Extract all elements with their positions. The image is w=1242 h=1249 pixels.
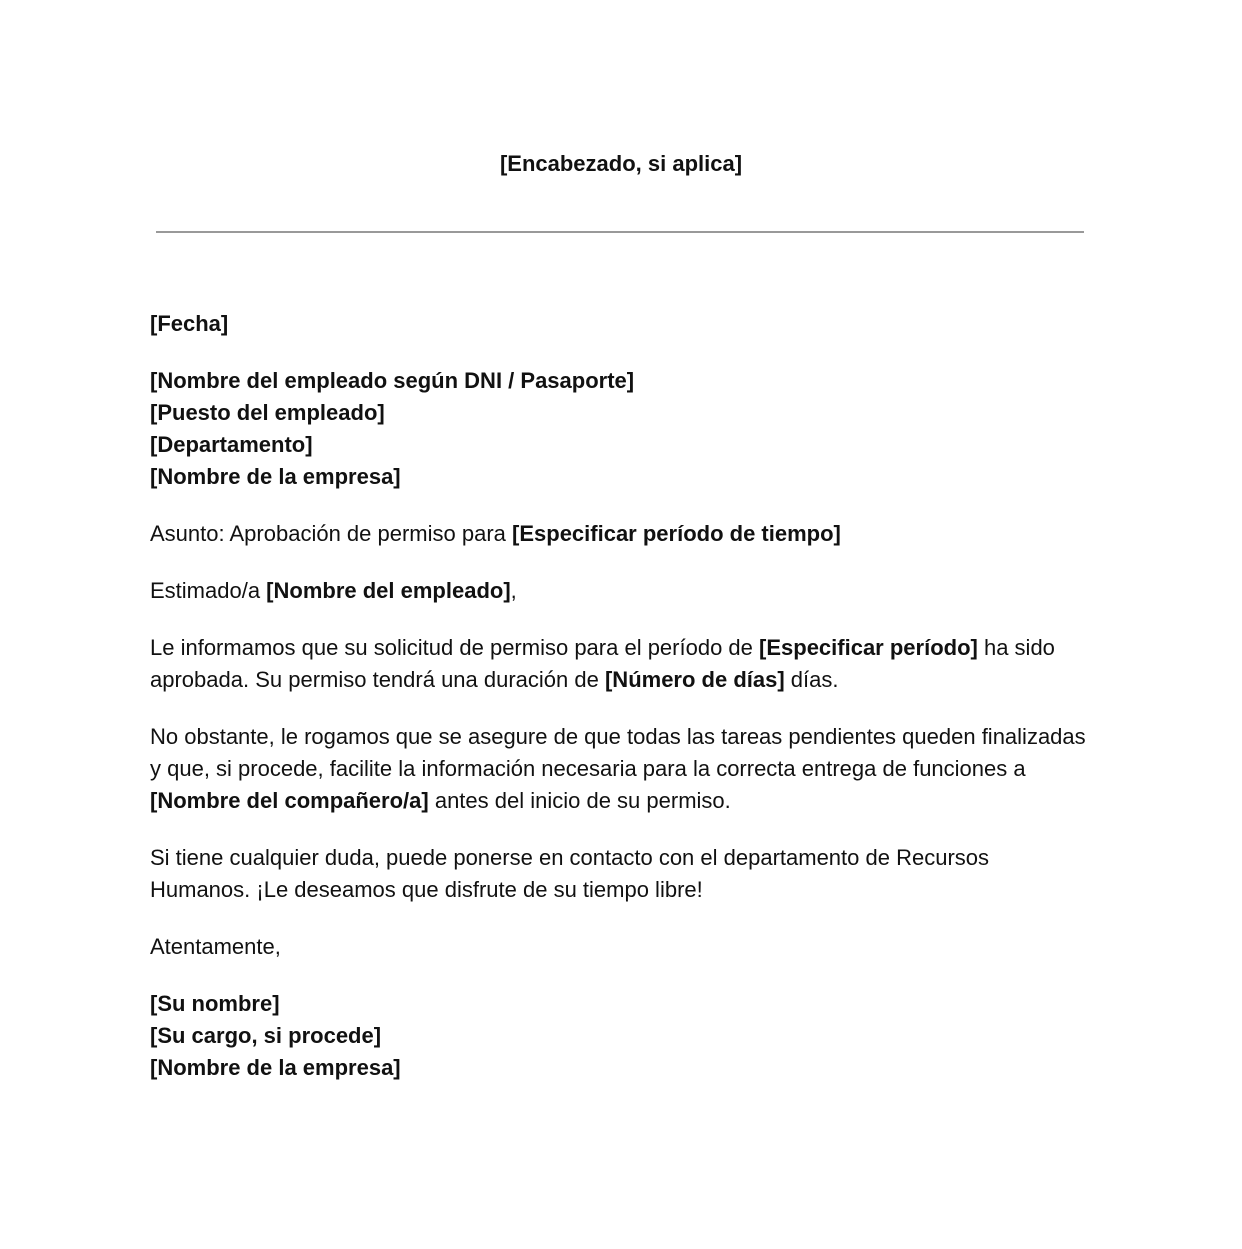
greeting-suffix: , — [510, 578, 517, 603]
recipient-name: [Nombre del empleado según DNI / Pasaporte] — [150, 368, 635, 393]
recipient-block — [150, 365, 1090, 493]
paragraph-approval-text-3: días. — [784, 667, 839, 692]
paragraph-approval-text-2: ha sido aprobada. Su permiso tendrá una duración de — [150, 635, 1055, 692]
subject-prefix: Asunto: Aprobación de permiso para — [150, 521, 513, 546]
signature-block — [150, 988, 1090, 1084]
paragraph-approval — [150, 632, 1090, 696]
subject-line — [150, 518, 1090, 550]
recipient-position: [Puesto del empleado] — [150, 400, 385, 425]
greeting-name: [Nombre del empleado] — [266, 578, 511, 603]
subject-period: [Especificar período de tiempo] — [512, 521, 841, 546]
paragraph-contact: Si tiene cualquier duda, puede ponerse en contacto con el departamento de Recursos Humanos. ¡Le deseamos que disfrute de su tiempo libre! — [150, 845, 990, 902]
letter-body — [150, 308, 1090, 1109]
header-title: [Encabezado, si aplica] — [499, 151, 743, 176]
greeting — [150, 575, 1090, 607]
recipient-department: [Departamento] — [150, 432, 313, 457]
paragraph-handover-text-1: No obstante, le rogamos que se asegure de que todas las tareas pendientes queden finalizadas y que, si procede, facilite la información necesaria para la correcta entrega de funciones a — [150, 724, 1086, 781]
letter-date: [Fecha] — [150, 311, 229, 336]
header-divider — [156, 231, 1084, 233]
closing: Atentamente, — [150, 934, 281, 959]
paragraph-handover-text-2: antes del inicio de su permiso. — [428, 788, 731, 813]
paragraph-approval-text-1: Le informamos que su solicitud de permiso para el período de — [150, 635, 760, 660]
signature-name: [Su nombre] — [150, 991, 280, 1016]
approval-period: [Especificar período] — [759, 635, 978, 660]
signature-position: [Su cargo, si procede] — [150, 1023, 382, 1048]
handover-colleague: [Nombre del compañero/a] — [150, 788, 429, 813]
signature-company: [Nombre de la empresa] — [150, 1055, 401, 1080]
approval-days: [Número de días] — [604, 667, 785, 692]
paragraph-handover — [150, 721, 1090, 817]
recipient-company: [Nombre de la empresa] — [150, 464, 401, 489]
greeting-prefix: Estimado/a — [150, 578, 267, 603]
